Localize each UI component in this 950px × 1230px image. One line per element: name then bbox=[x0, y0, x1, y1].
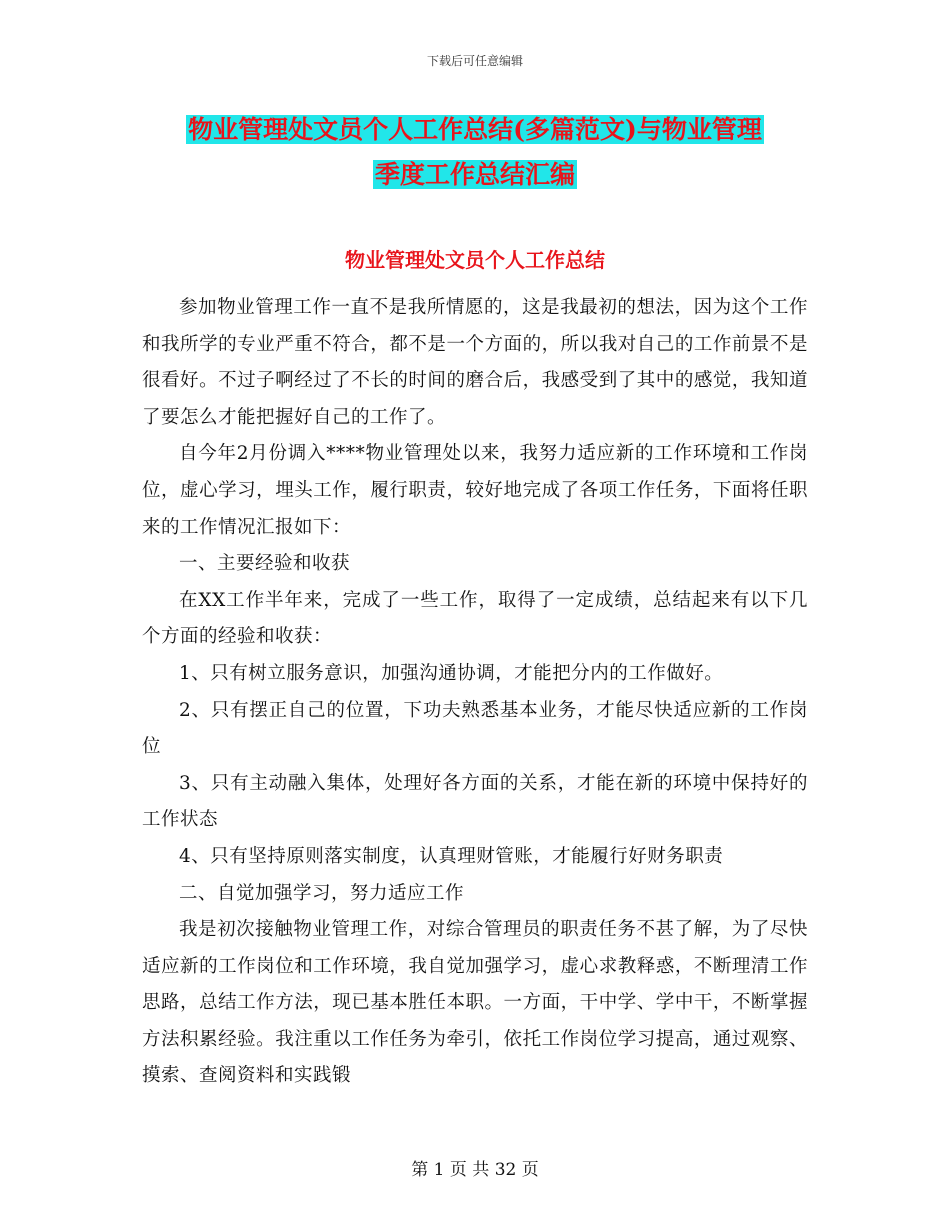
paragraph: 参加物业管理工作一直不是我所情愿的，这是我最初的想法，因为这个工作和我所学的专业严重不符合，都不是一个方面的，所以我对自己的工作前景不是很看好。不过子啊经过了不长的时间的磨合后，我感受到了其中的感觉，我知道了要怎么才能把握好自己的工作了。 bbox=[142, 297, 808, 428]
body-content bbox=[142, 290, 808, 1095]
paragraph: 4、只有坚持原则落实制度，认真理财管账，才能履行好财务职责 bbox=[179, 845, 724, 867]
page-footer: 第 1 页 共 32 页 bbox=[411, 1160, 539, 1180]
paragraph: 一、主要经验和收获 bbox=[179, 553, 351, 575]
document-title-text-2: 季度工作总结汇编 bbox=[374, 160, 575, 189]
document-title-line-2 bbox=[0, 155, 950, 195]
paragraph: 1、只有树立服务意识，加强沟通协调，才能把分内的工作做好。 bbox=[179, 662, 724, 684]
paragraph: 3、只有主动融入集体，处理好各方面的关系，才能在新的环境中保持好的工作状态 bbox=[142, 772, 808, 831]
paragraph: 2、只有摆正自己的位置，下功夫熟悉基本业务，才能尽快适应新的工作岗位 bbox=[142, 699, 808, 758]
paragraph: 二、自觉加强学习，努力适应工作 bbox=[179, 882, 465, 904]
document-title-line-1 bbox=[0, 110, 950, 150]
paragraph: 自今年2月份调入****物业管理处以来，我努力适应新的工作环境和工作岗位，虚心学习，埋头工作，履行职责，较好地完成了各项工作任务，下面将任职来的工作情况汇报如下： bbox=[142, 443, 808, 538]
section-title: 物业管理处文员个人工作总结 bbox=[345, 248, 605, 272]
paragraph: 我是初次接触物业管理工作，对综合管理员的职责任务不甚了解，为了尽快适应新的工作岗位和工作环境，我自觉加强学习，虚心求教释惑，不断理清工作思路，总结工作方法，现已基本胜任本职。一方面，干中学、学中干，不断掌握方法积累经验。我注重以工作任务为牵引，依托工作岗位学习提高，通过观察、摸索、查阅资料和实践锻 bbox=[142, 919, 808, 1087]
document-title-text-1: 物业管理处文员个人工作总结(多篇范文)与物业管理 bbox=[188, 115, 762, 144]
header-note: 下载后可任意编辑 bbox=[426, 54, 523, 68]
paragraph: 在XX工作半年来，完成了一些工作，取得了一定成绩，总结起来有以下几个方面的经验和收获： bbox=[142, 589, 808, 648]
